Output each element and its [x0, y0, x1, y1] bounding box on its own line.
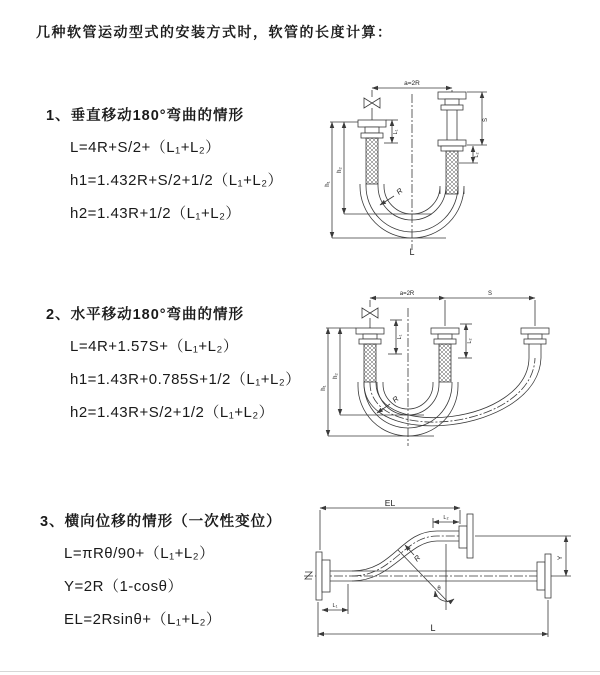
hose-curved-position: [352, 531, 459, 581]
page-title: 几种软管运动型式的安装方式时，软管的长度计算：: [36, 24, 393, 40]
section-lateral-displacement: [40, 510, 282, 636]
radius-label: R: [394, 186, 405, 197]
formula-h1: h1=1.432R+S/2+1/2（L₁+L₂）: [70, 172, 284, 189]
section-2-formulas: [46, 330, 301, 429]
diagram-lateral-displacement: [296, 498, 590, 652]
page-edge-divider: [0, 671, 600, 672]
section-2-heading: 2、水平移动180°弯曲的情形: [46, 307, 245, 323]
formula-y: Y=2R（1-cosθ）: [64, 578, 183, 595]
angle-construction: [398, 544, 454, 610]
dim-label-s: S: [487, 291, 493, 297]
dim-label-h2: h₂: [337, 167, 343, 173]
section-vertical-movement: [46, 104, 283, 230]
dim-label-l1: L₁: [332, 603, 338, 609]
angle-label: θ: [437, 586, 441, 592]
dim-label-l1: L₁: [397, 334, 403, 340]
dim-label-el: EL: [384, 498, 396, 508]
dim-label-a2r: a=2R: [399, 291, 415, 297]
valve-icon: [362, 308, 378, 328]
formula-h2: h2=1.43R+S/2+1/2（L₁+L₂）: [70, 404, 275, 421]
valve-icon: [364, 98, 380, 120]
middle-pipe-flange: [431, 328, 459, 344]
diagram1-linework: [330, 88, 487, 250]
diagram-horizontal-180-bend: [306, 284, 591, 464]
braided-hose-right: [446, 151, 458, 194]
right-pipe-flanges: [438, 92, 466, 151]
diagram2-linework: [326, 298, 549, 446]
braided-hose-middle: [439, 344, 451, 382]
dim-label-s: S: [483, 117, 489, 123]
dim-label-h1: h₁: [325, 181, 331, 187]
formula-h1: h1=1.43R+0.785S+1/2（L₁+L₂）: [70, 371, 301, 388]
dim-label-l2: L₂: [474, 152, 480, 158]
left-pipe-flange: [356, 328, 384, 344]
diagram-vertical-180-bend: [306, 64, 511, 259]
formula-h2: h2=1.43R+1/2（L₁+L₂）: [70, 205, 241, 222]
section-3-formulas: [40, 537, 282, 636]
dim-label-y: Y: [557, 555, 564, 561]
right-pipe-flange: [521, 328, 549, 358]
section-1-formulas: [46, 131, 283, 230]
upper-right-flange: [459, 514, 473, 558]
dim-label-l2: L₂: [443, 515, 449, 521]
section-1-heading: 1、垂直移动180°弯曲的情形: [46, 108, 245, 124]
radius-label: R: [390, 394, 401, 405]
length-label: L: [409, 247, 415, 257]
braided-hose-left: [366, 138, 378, 184]
section-3-heading: 3、横向位移的情形（一次性变位）: [40, 514, 282, 530]
diagram3-linework: [304, 508, 571, 637]
dim-label-l2: L₂: [467, 338, 473, 344]
braided-hose-left: [364, 344, 376, 382]
dim-label-l1: L₁: [393, 129, 399, 135]
dim-label-h1: h₁: [321, 385, 327, 391]
dim-label-a2r: a=2R: [404, 80, 420, 87]
dim-label-h2: h₂: [333, 373, 339, 379]
dim-label-l: L: [430, 623, 436, 633]
radius-label: R: [412, 553, 423, 564]
formula-length: L=πRθ/90+（L₁+L₂）: [64, 545, 215, 562]
hose-swing-position: [364, 358, 541, 426]
right-lower-flange: [537, 554, 551, 598]
pipe-break-mark: [305, 572, 312, 579]
formula-length: L=4R+1.57S+（L₁+L₂）: [70, 338, 239, 355]
section-horizontal-movement: [46, 303, 301, 429]
left-pipe-flange: [358, 120, 386, 138]
formula-el: EL=2Rsinθ+（L₁+L₂）: [64, 611, 222, 628]
formula-length: L=4R+S/2+（L₁+L₂）: [70, 139, 221, 156]
